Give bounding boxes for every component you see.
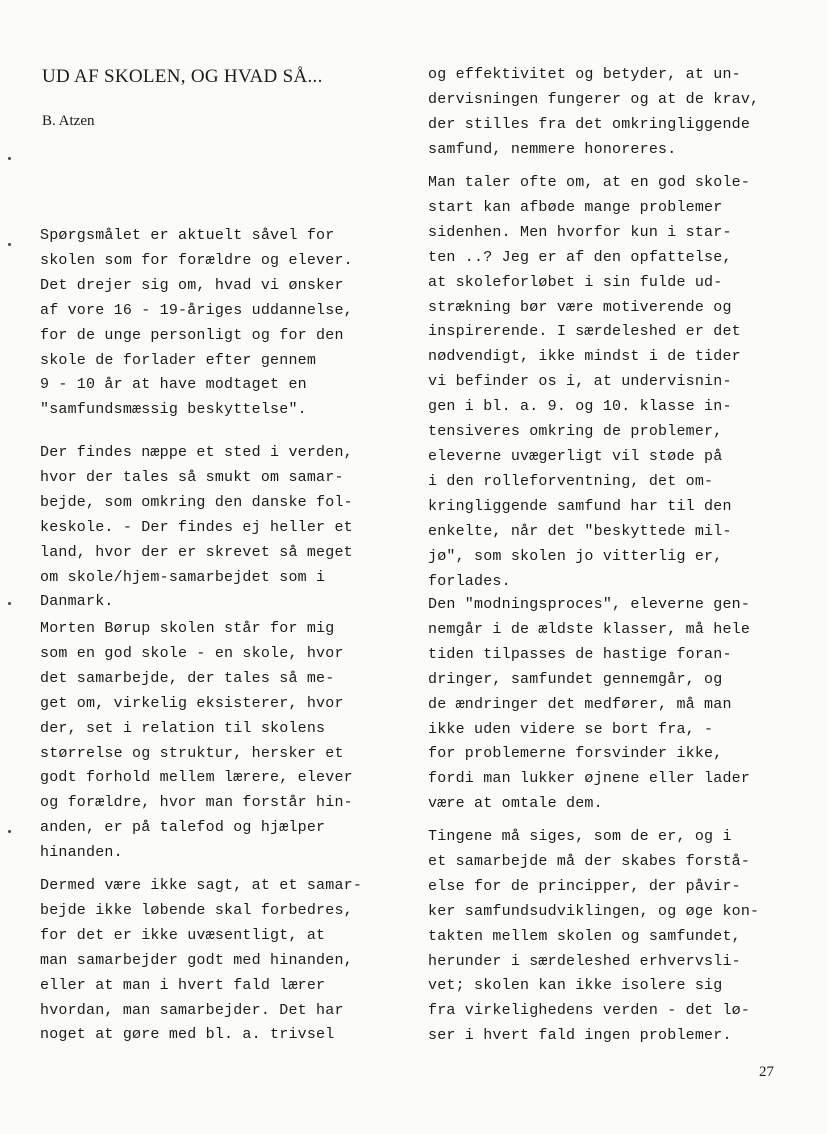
right-paragraph-2: Man taler ofte om, at en god skole- start kan afbøde mange problemer sidenhen. Men hvorfor kun i star- ten ..? Jeg er af den opfattelse, at skoleforløbet i sin fulde ud- strækning bør være motiverende og inspirerende. I særdeleshed er det nødvendigt, ikke mindst i de tider vi befinder os i, at undervisnin- gen i bl. a. 9. og 10. klasse in- tensiveres omkring de problemer, eleverne uvægerligt vil støde på i den rolleforventning, det om- kringliggende samfund har til den enkelte, når det "beskyttede mil- jø", som skolen jo vitterlig er, forlades. xyxy=(428,174,751,590)
left-paragraph-1: Spørgsmålet er aktuelt såvel for skolen som for forældre og elever. Det drejer sig om, hvad vi ønsker af vore 16 - 19-åriges uddannelse, for de unge personligt og for den skole de forlader efter gennem 9 - 10 år at have modtaget en "samfundsmæssig beskyttelse". xyxy=(40,227,353,419)
left-paragraph-4: Dermed være ikke sagt, at et samar- bejde ikke løbende skal forbedres, for det er ikke uvæsentligt, at man samarbejder godt med hinanden, eller at man i hvert fald lærer hvordan, man samarbejder. Det har noget at gøre med bl. a. trivsel xyxy=(40,877,363,1044)
right-paragraph-3: Den "modningsproces", eleverne gen- nemgår i de ældste klasser, må hele tiden tilpasses de hastige foran- dringer, samfundet gennemgår, og de ændringer det medfører, må man ikke uden videre se bort fra, - for problemerne forsvinder ikke, fordi man lukker øjnene eller lader være at omtale dem. xyxy=(428,596,751,813)
author-name: B. Atzen xyxy=(42,113,95,129)
left-paragraph-2: Der findes næppe et sted i verden, hvor der tales så smukt om samar- bejde, som omkring den danske fol- keskole. - Der findes ej heller et land, hvor der er skrevet så meget om skole/hjem-samarbejdet som i Danmark. xyxy=(40,444,353,611)
page-number: 27 xyxy=(759,1064,774,1080)
scan-speck xyxy=(8,243,11,246)
right-paragraph-1: og effektivitet og betyder, at un- dervisningen fungerer og at de krav, der stilles fra det omkringliggende samfund, nemmere honoreres. xyxy=(428,66,760,158)
scan-speck xyxy=(8,157,11,160)
left-paragraph-3: Morten Børup skolen står for mig som en god skole - en skole, hvor det samarbejde, der tales så me- get om, virkelig eksisterer, hvor der, set i relation til skolens størrelse og struktur, hersker et godt forhold mellem lærere, elever og forældre, hvor man forstår hin- anden, er på talefod og hjælper hinanden. xyxy=(40,620,353,862)
right-paragraph-4: Tingene må siges, som de er, og i et samarbejde må der skabes forstå- else for de principper, der påvir- ker samfundsudviklingen, og øge kon- takten mellem skolen og samfundet, herunder i særdeleshed erhvervsli- vet; skolen kan ikke isolere sig fra virkelighedens verden - det lø- ser i hvert fald ingen problemer. xyxy=(428,828,760,1045)
scan-speck xyxy=(8,830,11,833)
article-title: UD AF SKOLEN, OG HVAD SÅ... xyxy=(42,66,323,87)
scan-speck xyxy=(8,602,11,605)
